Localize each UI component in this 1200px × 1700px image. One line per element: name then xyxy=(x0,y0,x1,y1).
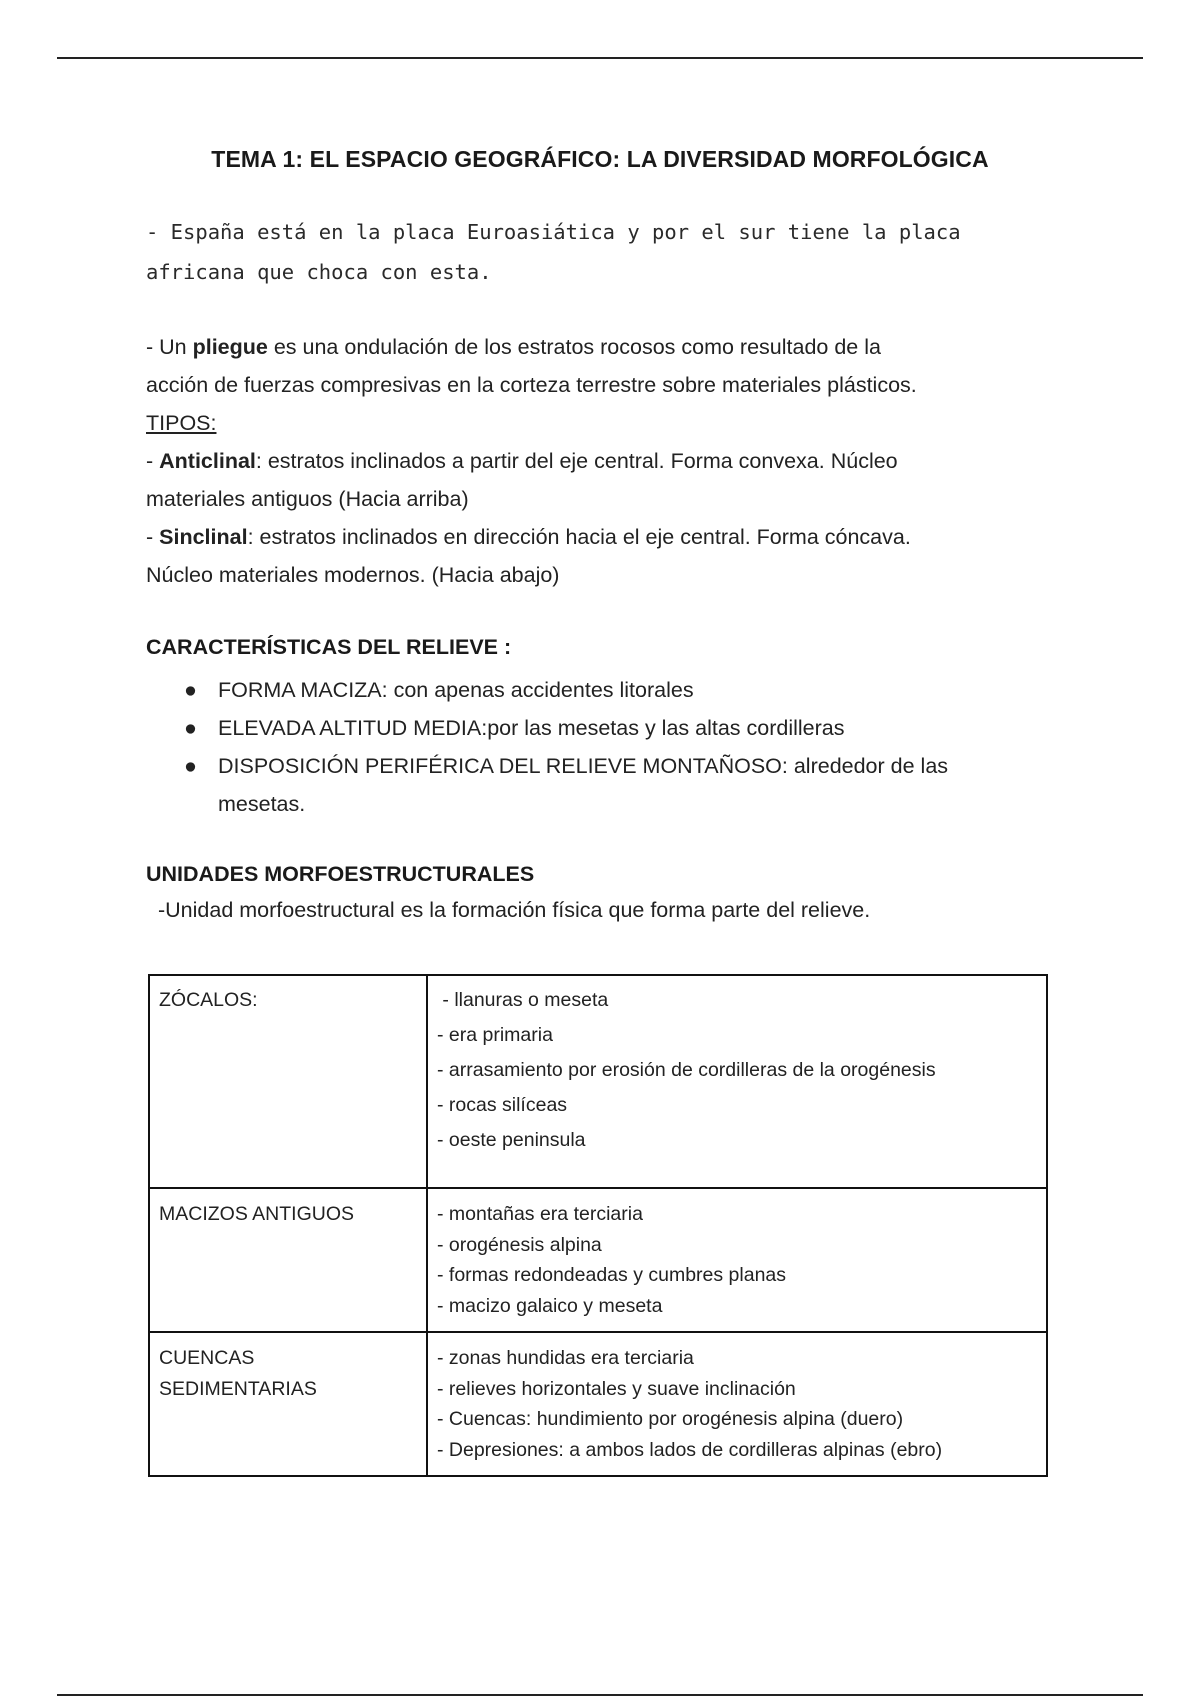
units-table xyxy=(148,974,1048,1477)
list-item: ● ELEVADA ALTITUD MEDIA:por las mesetas y las altas cordilleras xyxy=(146,709,1066,747)
fold-type-anticlinal-cont: materiales antiguos (Hacia arriba) xyxy=(146,487,469,511)
page-bottom-rule xyxy=(57,1694,1143,1696)
bullet-icon: ● xyxy=(184,754,197,778)
intro-paragraph xyxy=(146,212,1076,292)
unit-details-cell: - zonas hundidas era terciaria - relieves horizontales y suave inclinación - Cuencas: hundimiento por orogénesis alpina (duero) - Depresiones: a ambos lados de cordilleras alpinas (ebro) xyxy=(427,1332,1047,1476)
list-item: ● DISPOSICIÓN PERIFÉRICA DEL RELIEVE MONTAÑOSO: alrededor de las mesetas. xyxy=(146,747,1066,823)
pliegue-definition-text: es una ondulación de los estratos rocosos como resultado de la xyxy=(267,335,881,359)
intro-line: africana que choca con esta. xyxy=(146,260,492,284)
pliegue-prefix: - Un xyxy=(146,335,193,359)
page-title: TEMA 1: EL ESPACIO GEOGRÁFICO: LA DIVERSIDAD MORFOLÓGICA xyxy=(211,146,989,172)
tipos-label: TIPOS: xyxy=(146,411,217,435)
unit-details-cell: - montañas era terciaria - orogénesis alpina - formas redondeadas y cumbres planas - macizo galaico y meseta xyxy=(427,1188,1047,1332)
page-top-rule xyxy=(57,57,1143,59)
table-row xyxy=(149,975,1047,1188)
unit-details-cell: - llanuras o meseta - era primaria - arrasamiento por erosión de cordilleras de la orogénesis - rocas silíceas - oeste peninsula xyxy=(427,975,1047,1188)
pliegue-term: pliegue xyxy=(192,335,268,359)
fold-type-name: Sinclinal xyxy=(159,525,248,549)
pliegue-definition-line: acción de fuerzas compresivas en la corteza terrestre sobre materiales plásticos. xyxy=(146,373,917,397)
pliegue-definition-line xyxy=(146,328,1066,366)
unit-name-cell: CUENCAS SEDIMENTARIAS xyxy=(149,1332,427,1476)
fold-type-name: Anticlinal xyxy=(159,449,256,473)
list-item: ● FORMA MACIZA: con apenas accidentes litorales xyxy=(146,671,1066,709)
table-row xyxy=(149,1188,1047,1332)
pliegue-section xyxy=(146,328,1066,594)
characteristics-heading: CARACTERÍSTICAS DEL RELIEVE : xyxy=(146,635,512,659)
units-heading: UNIDADES MORFOESTRUCTURALES xyxy=(146,862,535,886)
intro-line: - España está en la placa Euroasiática y por el sur tiene la placa xyxy=(146,220,961,244)
bullet-icon: ● xyxy=(184,678,197,702)
fold-type-sinclinal: - Sinclinal: estratos inclinados en dirección hacia el eje central. Forma cóncava. xyxy=(146,525,911,549)
characteristics-list xyxy=(146,671,1066,823)
fold-type-sinclinal-cont: Núcleo materiales modernos. (Hacia abajo) xyxy=(146,563,560,587)
table-row xyxy=(149,1332,1047,1476)
bullet-icon: ● xyxy=(184,716,197,740)
fold-type-anticlinal: - Anticlinal: estratos inclinados a partir del eje central. Forma convexa. Núcleo xyxy=(146,449,898,473)
units-definition: -Unidad morfoestructural es la formación física que forma parte del relieve. xyxy=(158,898,871,922)
unit-name-cell: ZÓCALOS: xyxy=(149,975,427,1188)
unit-name-cell: MACIZOS ANTIGUOS xyxy=(149,1188,427,1332)
